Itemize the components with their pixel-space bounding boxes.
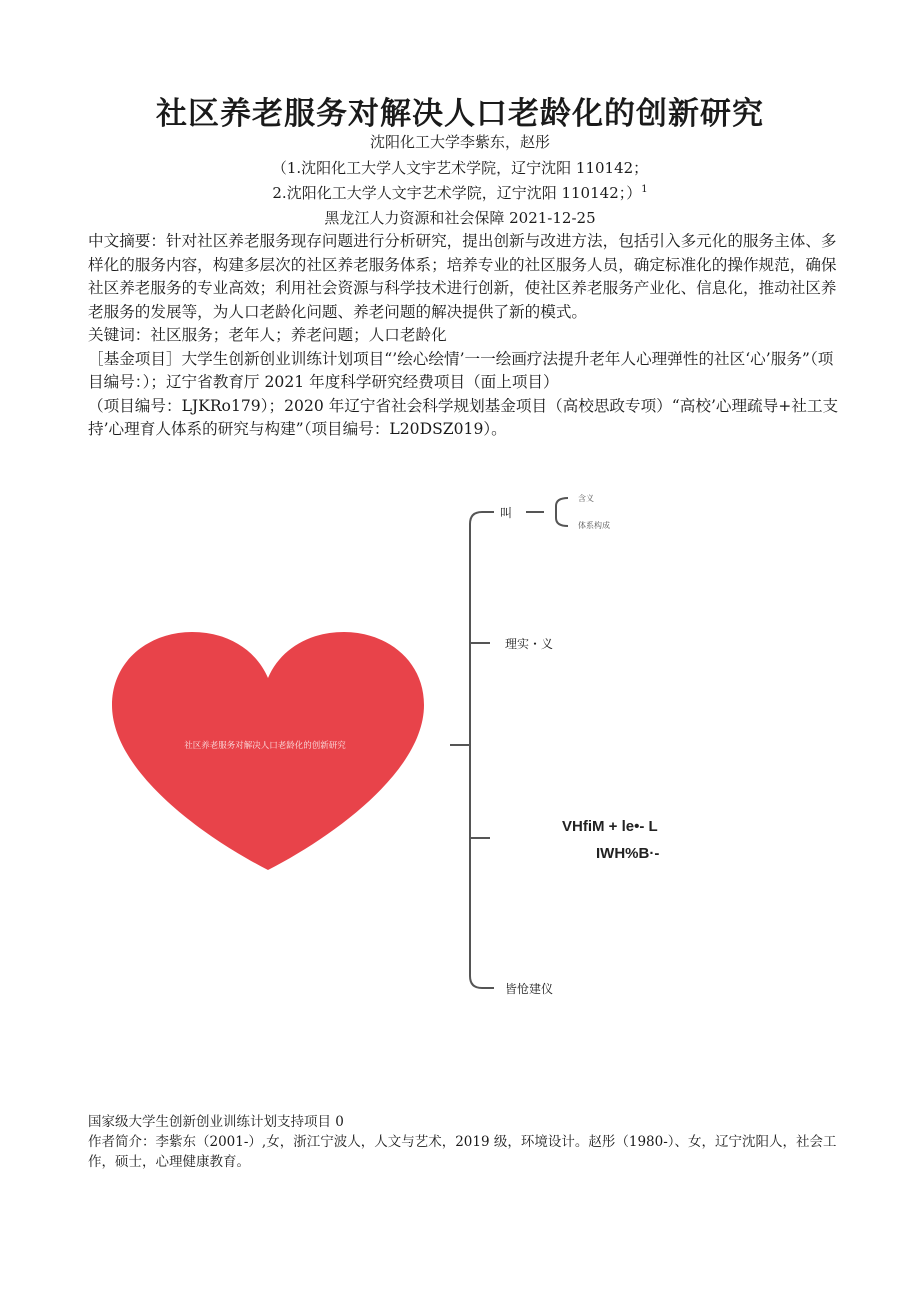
affiliation-2-text: 2.沈阳化工大学人文宇艺术学院，辽宁沈阳 110142；） [272, 184, 642, 202]
footnote-authors: 作者简介：李紫东（2001-）,女，浙江宁波人，人文与艺术，2019 级，环境设计。赵彤（1980-）、女，辽宁沈阳人，社会工作，硕士，心理健康教育。 [88, 1134, 837, 1170]
keywords: 关键词：社区服务；老年人；养老问题；人口老龄化 [88, 326, 447, 344]
branch-1-sub-meaning: 含义 [578, 494, 594, 503]
journal-date: 黑龙江人力资源和社会保障 2021-12-25 [324, 209, 596, 227]
fund-projects-1: ［基金项目］大学生创新创业训练计划项目“’绘心绘情’一一绘画疗法提升老年人心理弹性的社区‘心’服务”（项目编号：）；辽宁省教育厅 2021 年度科学研究经费项目（面上项目） [88, 349, 834, 391]
branch-2-label: 理实・义 [505, 637, 554, 651]
author-line: 沈阳化工大学李紫东，赵彤 [369, 133, 550, 151]
mind-map-lines [450, 498, 568, 988]
heart-shape [112, 632, 424, 870]
branch-4-label: 皆怆建仪 [505, 982, 554, 996]
footnote-project: 国家级大学生创新创业训练计划支持项目 0 [88, 1114, 344, 1130]
branch-1-label: 叫 [500, 506, 513, 520]
abstract: 中文摘要：针对社区养老服务现存问题进行分析研究，提出创新与改进方法，包括引入多元化的服务主体、多样化的服务内容，构建多层次的社区养老服务体系；培养专业的社区服务人员，确定标准化的操作规范，确保社区养老服务的专业高效；利用社会资源与科学技术进行创新，使社区养老服务产业化、信息化，推动社区养老服务的发展等，为人口老龄化问题、养老问题的解决提供了新的模式。 [88, 232, 837, 321]
branch-1-sub-structure: 体系构成 [578, 521, 610, 530]
fund-projects-2: （项目编号：LJKRo179）；2020 年辽宁省社会科学规划基金项目（高校思政专项）“高校’心理疏导+社工支持’心理育人体系的研究与构建”（项目编号：L20DSZ019）。 [88, 396, 839, 438]
affiliation-1: （1.沈阳化工大学人文宇艺术学院，辽宁沈阳 110142； [271, 159, 649, 177]
paper-title: 社区养老服务对解决人口老龄化的创新研究 [156, 96, 764, 132]
branch-3-label-line-2: IWH%B·- [596, 845, 660, 862]
affiliation-2-superscript: 1 [641, 184, 648, 195]
heart-center-label: 社区养老服务对解决人口老龄化的创新研究 [184, 741, 346, 751]
footnotes [88, 1112, 840, 1172]
branch-3-label-line-1: VHfiM + le•- L [562, 818, 658, 835]
